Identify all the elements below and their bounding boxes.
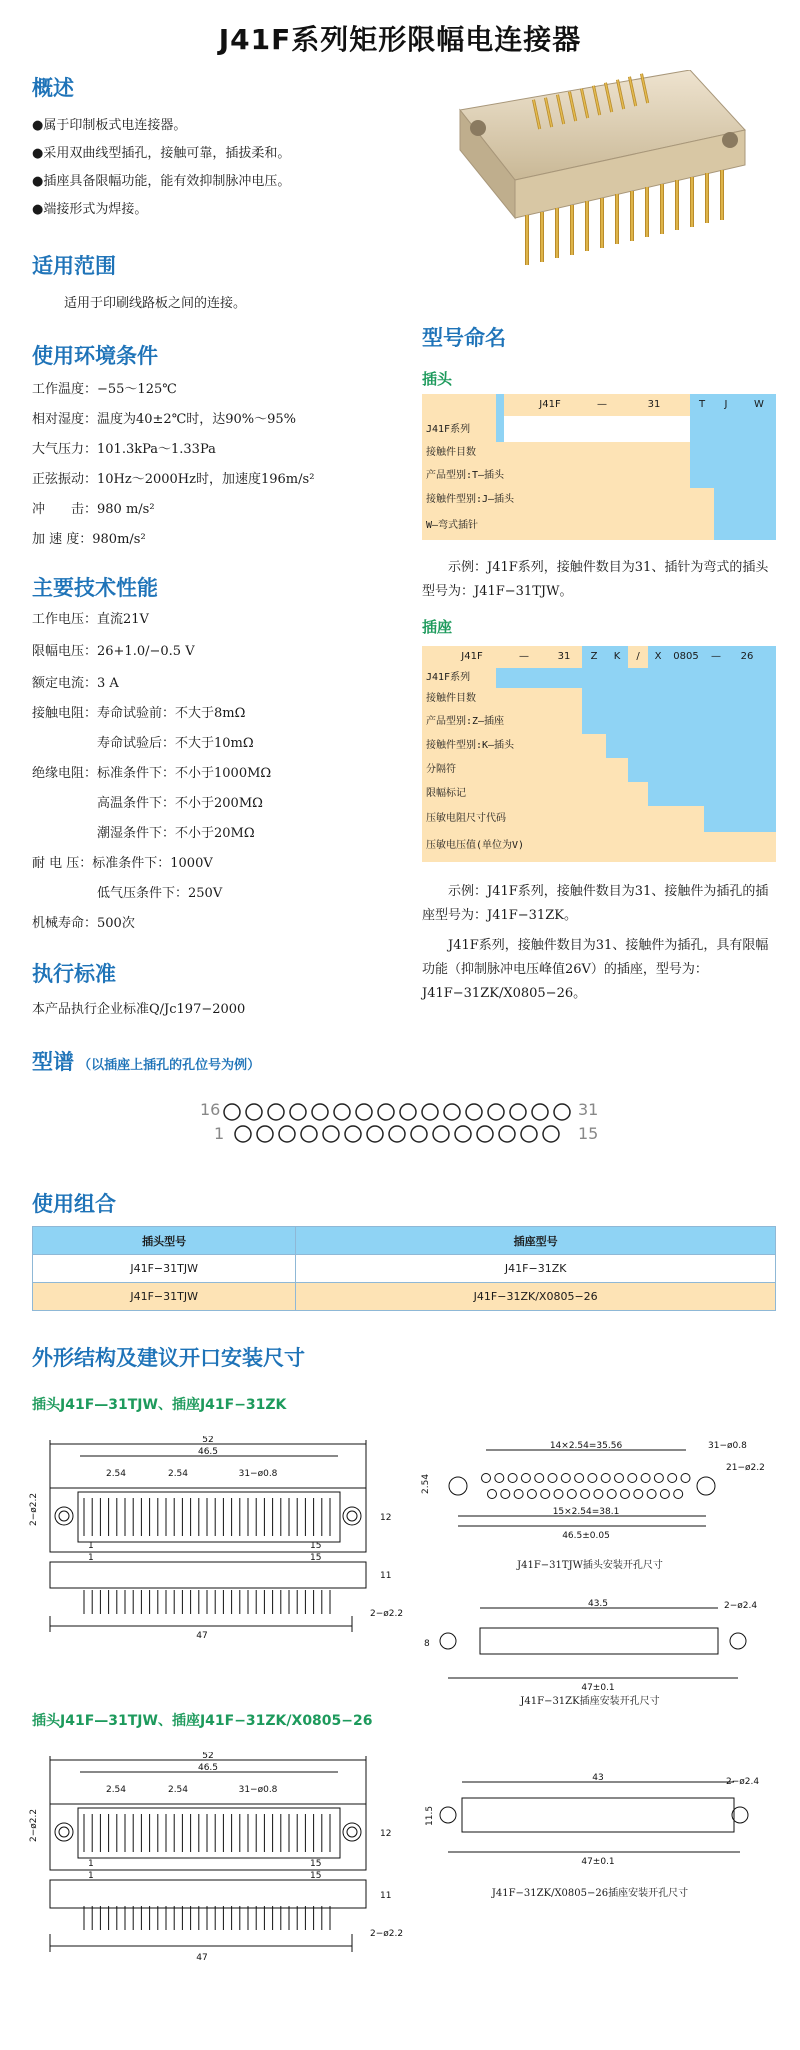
pin-hole — [510, 1104, 526, 1120]
plug-cutout-drawing — [418, 1436, 778, 1566]
pin-hole — [356, 1104, 372, 1120]
socket-code: K — [613, 651, 621, 662]
pin-hole — [378, 1104, 394, 1120]
dim-46-5: 46.5 — [197, 1763, 219, 1773]
drawing-sub-2: 插头J41F—31TJW、插座J41F−31ZK/X0805−26 — [32, 1713, 373, 1729]
cutout-hole — [567, 1490, 576, 1499]
combo-header-row — [33, 1227, 776, 1255]
dim-8: 8 — [424, 1639, 430, 1649]
dim-11: 11 — [380, 1571, 392, 1581]
environment-row: 正弦振动：10Hz～2000Hz时，加速度196m/s² — [32, 472, 315, 487]
socket-example-2: J41F系列，接触件数目为31、接触件为插孔，具有限幅功能（抑制脉冲电压峰值26V）的插座，型号为：J41F−31ZK/X0805−26。 — [422, 938, 769, 1001]
performance-row: 低气压条件下：250V — [32, 886, 223, 901]
overview-bullet: ●属于印制板式电连接器。 — [32, 118, 187, 133]
socket-code: Z — [590, 651, 598, 662]
dim-52: 52 — [202, 1752, 214, 1761]
plug-row: 接触件目数 — [426, 447, 476, 458]
socket-row: J41F系列 — [426, 672, 471, 683]
naming-heading: 型号命名 — [422, 326, 506, 350]
pin-label-16: 16 — [200, 1100, 221, 1119]
pin-hole — [235, 1126, 251, 1142]
cutout-hole — [681, 1474, 690, 1483]
pinout-title — [32, 1046, 260, 1076]
socket-code: — — [711, 651, 721, 662]
socket-row: 产品型别:Z—插座 — [426, 716, 505, 727]
dim-2-hole: 2−ø2.2 — [29, 1808, 39, 1842]
dim-row2: 15×2.54=38.1 — [552, 1507, 620, 1517]
dim-12: 12 — [380, 1513, 392, 1523]
plug-code: J — [724, 399, 728, 410]
cutout-hole — [588, 1474, 597, 1483]
cutout-hole — [501, 1490, 510, 1499]
socket-row: 限幅标记 — [426, 788, 466, 799]
pin-hole — [290, 1104, 306, 1120]
dim-47-tol: 47±0.1 — [581, 1683, 615, 1693]
scope-text: 适用于印刷线路板之间的连接。 — [64, 296, 247, 311]
cutout-hole — [535, 1474, 544, 1483]
pinout-heading: 型谱 — [32, 1050, 74, 1074]
pin-hole — [488, 1104, 504, 1120]
cutout-hole — [621, 1490, 630, 1499]
combo-cell: J41F−31ZK — [296, 1255, 776, 1283]
plug-code: 31 — [647, 399, 661, 410]
table-row — [33, 1255, 776, 1283]
cutout-hole — [554, 1490, 563, 1499]
dim-holes: 31−ø0.8 — [238, 1469, 278, 1479]
pin-hole — [455, 1126, 471, 1142]
performance-row: 限幅电压：26+1.0/−0.5 V — [32, 644, 195, 659]
socket-naming-table — [422, 646, 776, 862]
cutout-hole — [641, 1474, 650, 1483]
dim-43: 43 — [592, 1773, 604, 1783]
environment-row: 相对湿度：温度为40±2℃时，达90%～95% — [32, 412, 297, 427]
pin-hole — [279, 1126, 295, 1142]
performance-row: 工作电压：直流21V — [32, 612, 149, 627]
dim-46-5-tol: 46.5±0.05 — [562, 1531, 610, 1541]
dim-2-54: 2.54 — [105, 1469, 127, 1479]
pin-1-label: 1 — [88, 1541, 94, 1551]
socket-row: 分隔符 — [426, 764, 456, 775]
dim-43-5: 43.5 — [587, 1599, 609, 1609]
cutout-hole — [634, 1490, 643, 1499]
combo-cell: J41F−31TJW — [33, 1255, 296, 1283]
pin-hole — [543, 1126, 559, 1142]
environment-row: 加 速 度：980m/s² — [32, 532, 146, 547]
performance-row: 额定电流：3 A — [32, 676, 119, 691]
dim-2-54: 2.54 — [421, 1473, 431, 1494]
combo-header-cell: 插座型号 — [296, 1227, 776, 1255]
cutout-hole — [488, 1490, 497, 1499]
socket-code: 31 — [557, 651, 571, 662]
environment-row: 大气压力：101.3kPa～1.33Pa — [32, 442, 216, 457]
pin-hole — [400, 1104, 416, 1120]
pin-hole — [477, 1126, 493, 1142]
dim-12: 12 — [380, 1829, 392, 1839]
pin-hole — [334, 1104, 350, 1120]
socket-row: 接触件目数 — [426, 693, 476, 704]
combo-cell: J41F−31TJW — [33, 1283, 296, 1311]
cutout-hole — [521, 1474, 530, 1483]
plug-socket-drawing-2 — [28, 1752, 408, 1972]
dim-row1: 14×2.54=35.56 — [549, 1441, 623, 1451]
pin-hole — [521, 1126, 537, 1142]
overview-bullet: ●端接形式为焊接。 — [32, 202, 148, 217]
socket-row: 压敏电阻尺寸代码 — [426, 813, 506, 824]
pin-hole — [389, 1126, 405, 1142]
cutout-hole — [541, 1490, 550, 1499]
overview-bullet: ●插座具备限幅功能，能有效抑制脉冲电压。 — [32, 174, 291, 189]
cutout-hole — [482, 1474, 491, 1483]
dim-holes: 31−ø0.8 — [238, 1785, 278, 1795]
pin-1-label: 1 — [88, 1859, 94, 1869]
pin-15-label: 15 — [310, 1541, 322, 1551]
performance-row: 寿命试验后：不大于10mΩ — [32, 736, 254, 751]
pin-hole — [367, 1126, 383, 1142]
cutout-hole — [495, 1474, 504, 1483]
dim-31-holes: 31−ø0.8 — [708, 1441, 747, 1451]
pin-hole — [323, 1126, 339, 1142]
pin-hole — [268, 1104, 284, 1120]
environment-heading: 使用环境条件 — [32, 344, 158, 368]
standard-text: 本产品执行企业标准Q/Jc197−2000 — [32, 1002, 246, 1017]
socket-example-1: 示例：J41F系列，接触件数目为31、接触件为插孔的插座型号为：J41F−31ZK。 — [422, 884, 769, 923]
cutout-hole — [654, 1474, 663, 1483]
socket-code: X — [654, 651, 662, 662]
pin-hole — [411, 1126, 427, 1142]
scope-heading: 适用范围 — [32, 254, 116, 278]
performance-row: 机械寿命：500次 — [32, 916, 135, 931]
pin-hole — [466, 1104, 482, 1120]
cutout-hole — [527, 1490, 536, 1499]
pin-1-label: 1 — [88, 1871, 94, 1881]
combo-header-cell: 插头型号 — [33, 1227, 296, 1255]
pin-hole — [312, 1104, 328, 1120]
combo-heading: 使用组合 — [32, 1192, 116, 1216]
socket-cutout-caption-1: J41F−31ZK插座安装开孔尺寸 — [520, 1696, 660, 1707]
standard-heading: 执行标准 — [32, 962, 116, 986]
cutout-hole — [601, 1474, 610, 1483]
pin-hole — [422, 1104, 438, 1120]
cutout-hole — [668, 1474, 677, 1483]
socket-cutout-drawing-1 — [418, 1596, 778, 1706]
cutout-hole — [508, 1474, 517, 1483]
environment-row: 冲 击：980 m/s² — [32, 502, 155, 517]
plug-code: J41F — [539, 399, 561, 410]
pinout-note: （以插座上插孔的孔位号为例） — [78, 1058, 261, 1073]
cutout-hole — [615, 1474, 624, 1483]
performance-row: 耐 电 压：标准条件下：1000V — [32, 856, 213, 871]
plug-example: 示例：J41F系列，接触件数目为31、插针为弯式的插头型号为：J41F−31TJW。 — [422, 560, 769, 599]
overview-bullet: ●采用双曲线型插孔，接触可靠，插拔柔和。 — [32, 146, 291, 161]
plug-cutout-caption: J41F−31TJW插头安装开孔尺寸 — [517, 1560, 663, 1571]
socket-code: J41F — [461, 651, 483, 662]
socket-row: 压敏电压值(单位为V) — [426, 840, 525, 851]
pin-hole — [257, 1126, 273, 1142]
pin-label-31: 31 — [578, 1100, 599, 1119]
cutout-hole — [561, 1474, 570, 1483]
dim-2-54: 2.54 — [105, 1785, 127, 1795]
pin-label-15: 15 — [578, 1124, 599, 1143]
pin-hole — [532, 1104, 548, 1120]
cutout-hole — [514, 1490, 523, 1499]
combo-cell: J41F−31ZK/X0805−26 — [296, 1283, 776, 1311]
performance-row: 高温条件下：不小于200MΩ — [32, 796, 263, 811]
cutout-hole — [628, 1474, 637, 1483]
socket-code: 26 — [740, 651, 754, 662]
page-title: J41F系列矩形限幅电连接器 — [218, 23, 582, 56]
plug-code: — — [597, 399, 607, 410]
cutout-hole — [660, 1490, 669, 1499]
pin-1-label: 1 — [88, 1553, 94, 1563]
environment-row: 工作温度：−55～125℃ — [32, 382, 177, 397]
pin-label-1: 1 — [214, 1124, 225, 1143]
overview-heading: 概述 — [32, 76, 74, 100]
dim-2-hole: 2−ø2.2 — [370, 1929, 404, 1939]
socket-code: — — [519, 651, 529, 662]
socket-label: 插座 — [422, 618, 453, 636]
combo-table — [32, 1226, 776, 1311]
drawing-sub-1: 插头J41F—31TJW、插座J41F−31ZK — [32, 1397, 287, 1413]
dim-2-hole: 2−ø2.2 — [370, 1609, 404, 1619]
cutout-hole — [647, 1490, 656, 1499]
pinout-diagram — [220, 1100, 580, 1146]
pin-hole — [246, 1104, 262, 1120]
dim-2-hole-2-4: 2−ø2.4 — [726, 1777, 760, 1787]
cutout-hole — [548, 1474, 557, 1483]
dim-46-5: 46.5 — [197, 1447, 219, 1457]
plug-naming-table — [422, 394, 776, 540]
dim-47: 47 — [196, 1631, 208, 1641]
table-row — [33, 1283, 776, 1311]
pin-hole — [444, 1104, 460, 1120]
pin-hole — [499, 1126, 515, 1142]
pin-15-label: 15 — [310, 1871, 322, 1881]
dim-21-holes: 21−ø2.2 — [726, 1463, 765, 1473]
dim-2-54: 2.54 — [167, 1785, 189, 1795]
dim-2-54: 2.54 — [167, 1469, 189, 1479]
socket-code: / — [636, 651, 640, 662]
plug-code: W — [754, 399, 764, 410]
pin-hole — [345, 1126, 361, 1142]
socket-code: 0805 — [673, 651, 699, 662]
dim-47-tol: 47±0.1 — [581, 1857, 615, 1867]
socket-cutout-caption-2: J41F−31ZK/X0805−26插座安装开孔尺寸 — [491, 1888, 689, 1899]
plug-socket-drawing-1 — [28, 1436, 408, 1646]
performance-row: 绝缘电阻：标准条件下：不小于1000MΩ — [32, 766, 272, 781]
dim-11: 11 — [380, 1891, 392, 1901]
dim-2-hole: 2−ø2.2 — [29, 1492, 39, 1526]
pin-hole — [433, 1126, 449, 1142]
pin-hole — [224, 1104, 240, 1120]
pin-15-label: 15 — [310, 1553, 322, 1563]
cutout-hole — [674, 1490, 683, 1499]
socket-cutout-drawing-2 — [418, 1770, 778, 1880]
cutout-hole — [594, 1490, 603, 1499]
performance-heading: 主要技术性能 — [32, 576, 158, 600]
dim-2-hole-2-4: 2−ø2.4 — [724, 1601, 758, 1611]
connector-photo — [440, 70, 770, 280]
cutout-hole — [581, 1490, 590, 1499]
pin-15-label: 15 — [310, 1859, 322, 1869]
performance-row: 接触电阻：寿命试验前：不大于8mΩ — [32, 706, 246, 721]
plug-row: W—弯式插针 — [426, 520, 479, 531]
cutout-hole — [575, 1474, 584, 1483]
plug-row: 接触件型别:J—插头 — [426, 494, 515, 505]
pin-hole — [554, 1104, 570, 1120]
socket-row: 接触件型别:K—插头 — [426, 740, 515, 751]
performance-row: 潮湿条件下：不小于20MΩ — [32, 826, 255, 841]
cutout-hole — [607, 1490, 616, 1499]
plug-label: 插头 — [422, 370, 453, 388]
pin-hole — [301, 1126, 317, 1142]
dim-47: 47 — [196, 1953, 208, 1963]
drawings-heading: 外形结构及建议开口安装尺寸 — [32, 1346, 305, 1370]
dim-52: 52 — [202, 1436, 214, 1445]
dim-11-5: 11.5 — [425, 1805, 435, 1826]
plug-row: J41F系列 — [426, 424, 471, 435]
plug-code: T — [698, 399, 706, 410]
plug-row: 产品型别:T—插头 — [426, 470, 505, 481]
